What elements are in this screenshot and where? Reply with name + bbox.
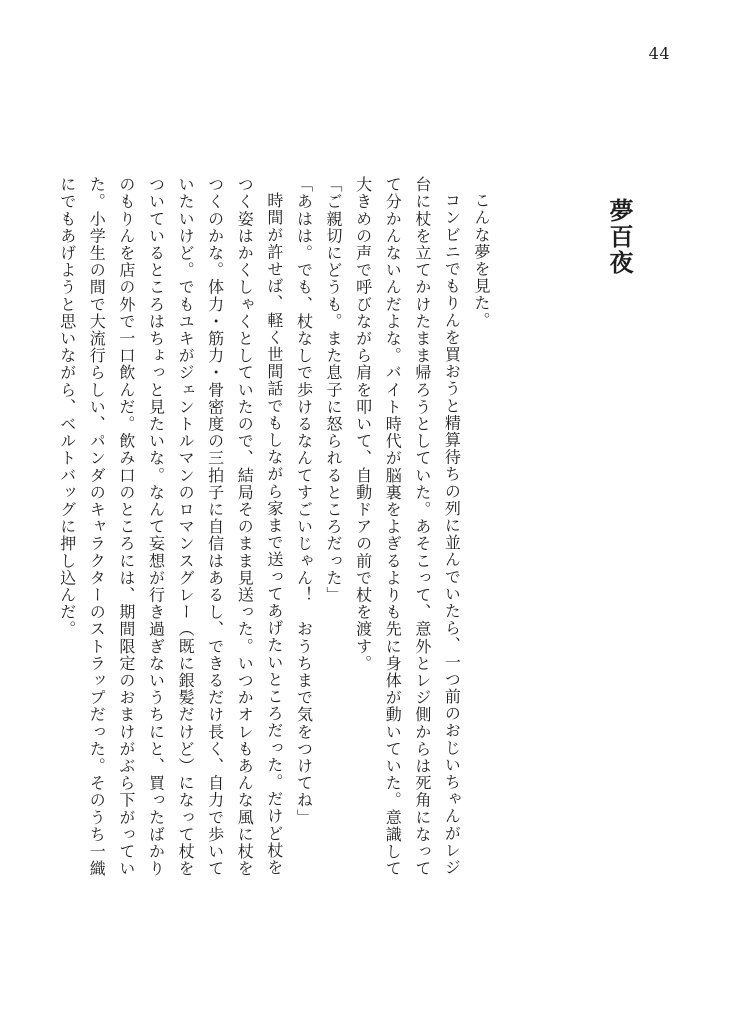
- paragraph: こんな夢を見た。: [472, 192, 491, 329]
- paragraph: コンビニでもりんを買おうと精算待ちの列に並んでいたら、一つ前のおじいちゃんがレジ台に杖を立てかけたまま帰ろうとしていた。あそこって、意外とレジ側からは死角になってて分かんないんだよな。バイト時代が脳裏をよぎるよりも先に身体が動いていた。意識して大きめの声で呼びながら肩を叩いて、自動ドアの前で杖を渡す。: [353, 176, 462, 878]
- dialogue-line: 「ご親切にどうも。また息子に怒られるところだった」: [324, 176, 344, 604]
- body-text: [52, 176, 496, 884]
- dialogue-line: 「あはは。でも、杖なしで歩けるなんてすごいじゃん！ おうちまで気をつけてね」: [294, 176, 314, 826]
- page-title: 夢百夜: [605, 198, 633, 276]
- paragraph: 時間が許せば、軽く世間話でもしながら家まで送ってあげたいところだった。だけど杖をつく姿はかくしゃくとしていたので、結局そのまま見送った。いつかオレもあんな風に杖をつくのかな。体力・筋力・骨密度の三拍子に自信はあるし、できるだけ長く、自力で歩いていたいけど。でもユキがジェントルマンのロマンスグレー（既に銀髪だけど）になって杖をついているところはちょっと見たいな。なんて妄想が行き過ぎないうちにと、買ったばかりのもりんを店の外で一口飲んだ。飲み口のところには、期間限定のおまけがぶら下がっていた。小学生の間で大流行らしい、パンダのキャラクターのストラップだった。そのうち一織にでもあげようと思いながら、ベルトバッグに押し込んだ。: [57, 176, 284, 878]
- page-number: 44: [648, 44, 670, 63]
